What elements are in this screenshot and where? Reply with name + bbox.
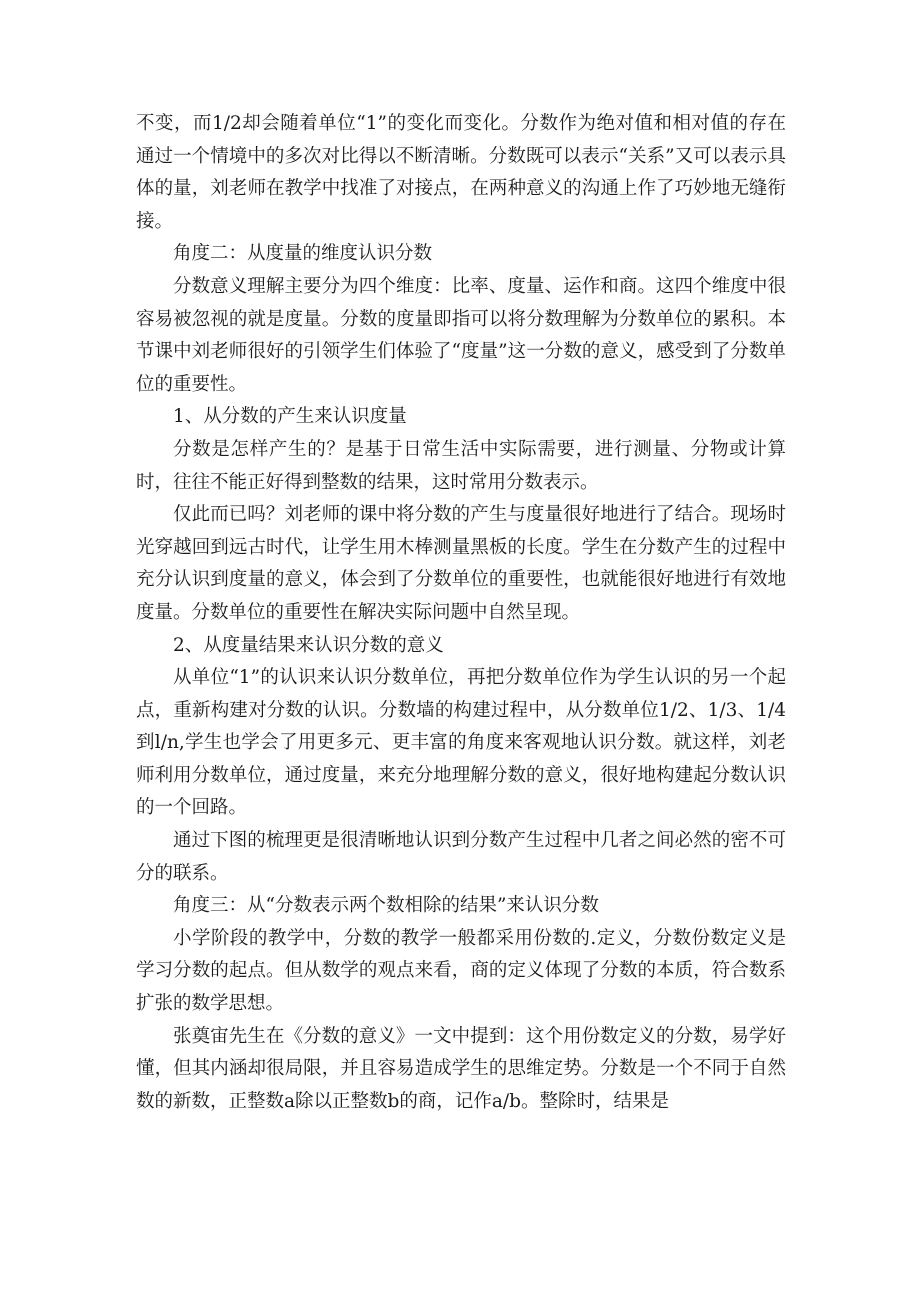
paragraph-zhang-quote: 张奠宙先生在《分数的意义》一文中提到：这个用份数定义的分数，易学好懂，但其内涵却很局限，并且容易造成学生的思维定势。分数是一个不同于自然数的新数，正整数a除以正整数b的商，记作a/b。整除时，结果是 [136, 1025, 786, 1112]
subheading-origin-of-fractions: 1、从分数的产生来认识度量 [173, 406, 407, 428]
paragraph-measurement-activity: 仅此而已吗？刘老师的课中将分数的产生与度量很好地进行了结合。现场时光穿越回到远古时代，让学生用木棒测量黑板的长度。学生在分数产生的过程中充分认识到度量的意义，体会到了分数单位的重要性，也就能很好地进行有效地度量。分数单位的重要性在解决实际问题中自然呈现。 [136, 504, 786, 623]
document-body [136, 108, 786, 1118]
section-heading-angle-two: 角度二：从度量的维度认识分数 [173, 243, 433, 265]
paragraph-intro: 不变，而1/2却会随着单位“1”的变化而变化。分数作为绝对值和相对值的存在通过一个情境中的多次对比得以不断清晰。分数既可以表示“关系”又可以表示具体的量，刘老师在教学中找准了对接点，在两种意义的沟通上作了巧妙地无缝衔接。 [136, 113, 786, 232]
subheading-measurement-results: 2、从度量结果来认识分数的意义 [173, 634, 444, 656]
section-heading-angle-three: 角度三：从“分数表示两个数相除的结果”来认识分数 [173, 895, 599, 917]
paragraph-how-fractions-arise: 分数是怎样产生的？是基于日常生活中实际需要，进行测量、分物或计算时，往往不能正好得到整数的结果，这时常用分数表示。 [136, 438, 786, 493]
paragraph-four-dimensions: 分数意义理解主要分为四个维度：比率、度量、运作和商。这四个维度中很容易被忽视的就是度量。分数的度量即指可以将分数理解为分数单位的累积。本节课中刘老师很好的引领学生们体验了“度量”这一分数的意义，感受到了分数单位的重要性。 [136, 275, 786, 395]
paragraph-quotient-definition: 小学阶段的教学中，分数的教学一般都采用份数的.定义，分数份数定义是学习分数的起点。但从数学的观点来看，商的定义体现了分数的本质，符合数系扩张的数学思想。 [136, 927, 786, 1015]
paragraph-diagram-summary: 通过下图的梳理更是很清晰地认识到分数产生过程中几者之间必然的密不可分的联系。 [136, 830, 786, 884]
paragraph-fraction-wall: 从单位“1”的认识来认识分数单位，再把分数单位作为学生认识的另一个起点，重新构建对分数的认识。分数墙的构建过程中，从分数单位1/2、1/3、1/4到l/n,学生也学会了用更多元、更丰富的角度来客观地认识分数。就这样，刘老师利用分数单位，通过度量，来充分地理解分数的意义，很好地构建起分数认识的一个回路。 [136, 667, 786, 819]
